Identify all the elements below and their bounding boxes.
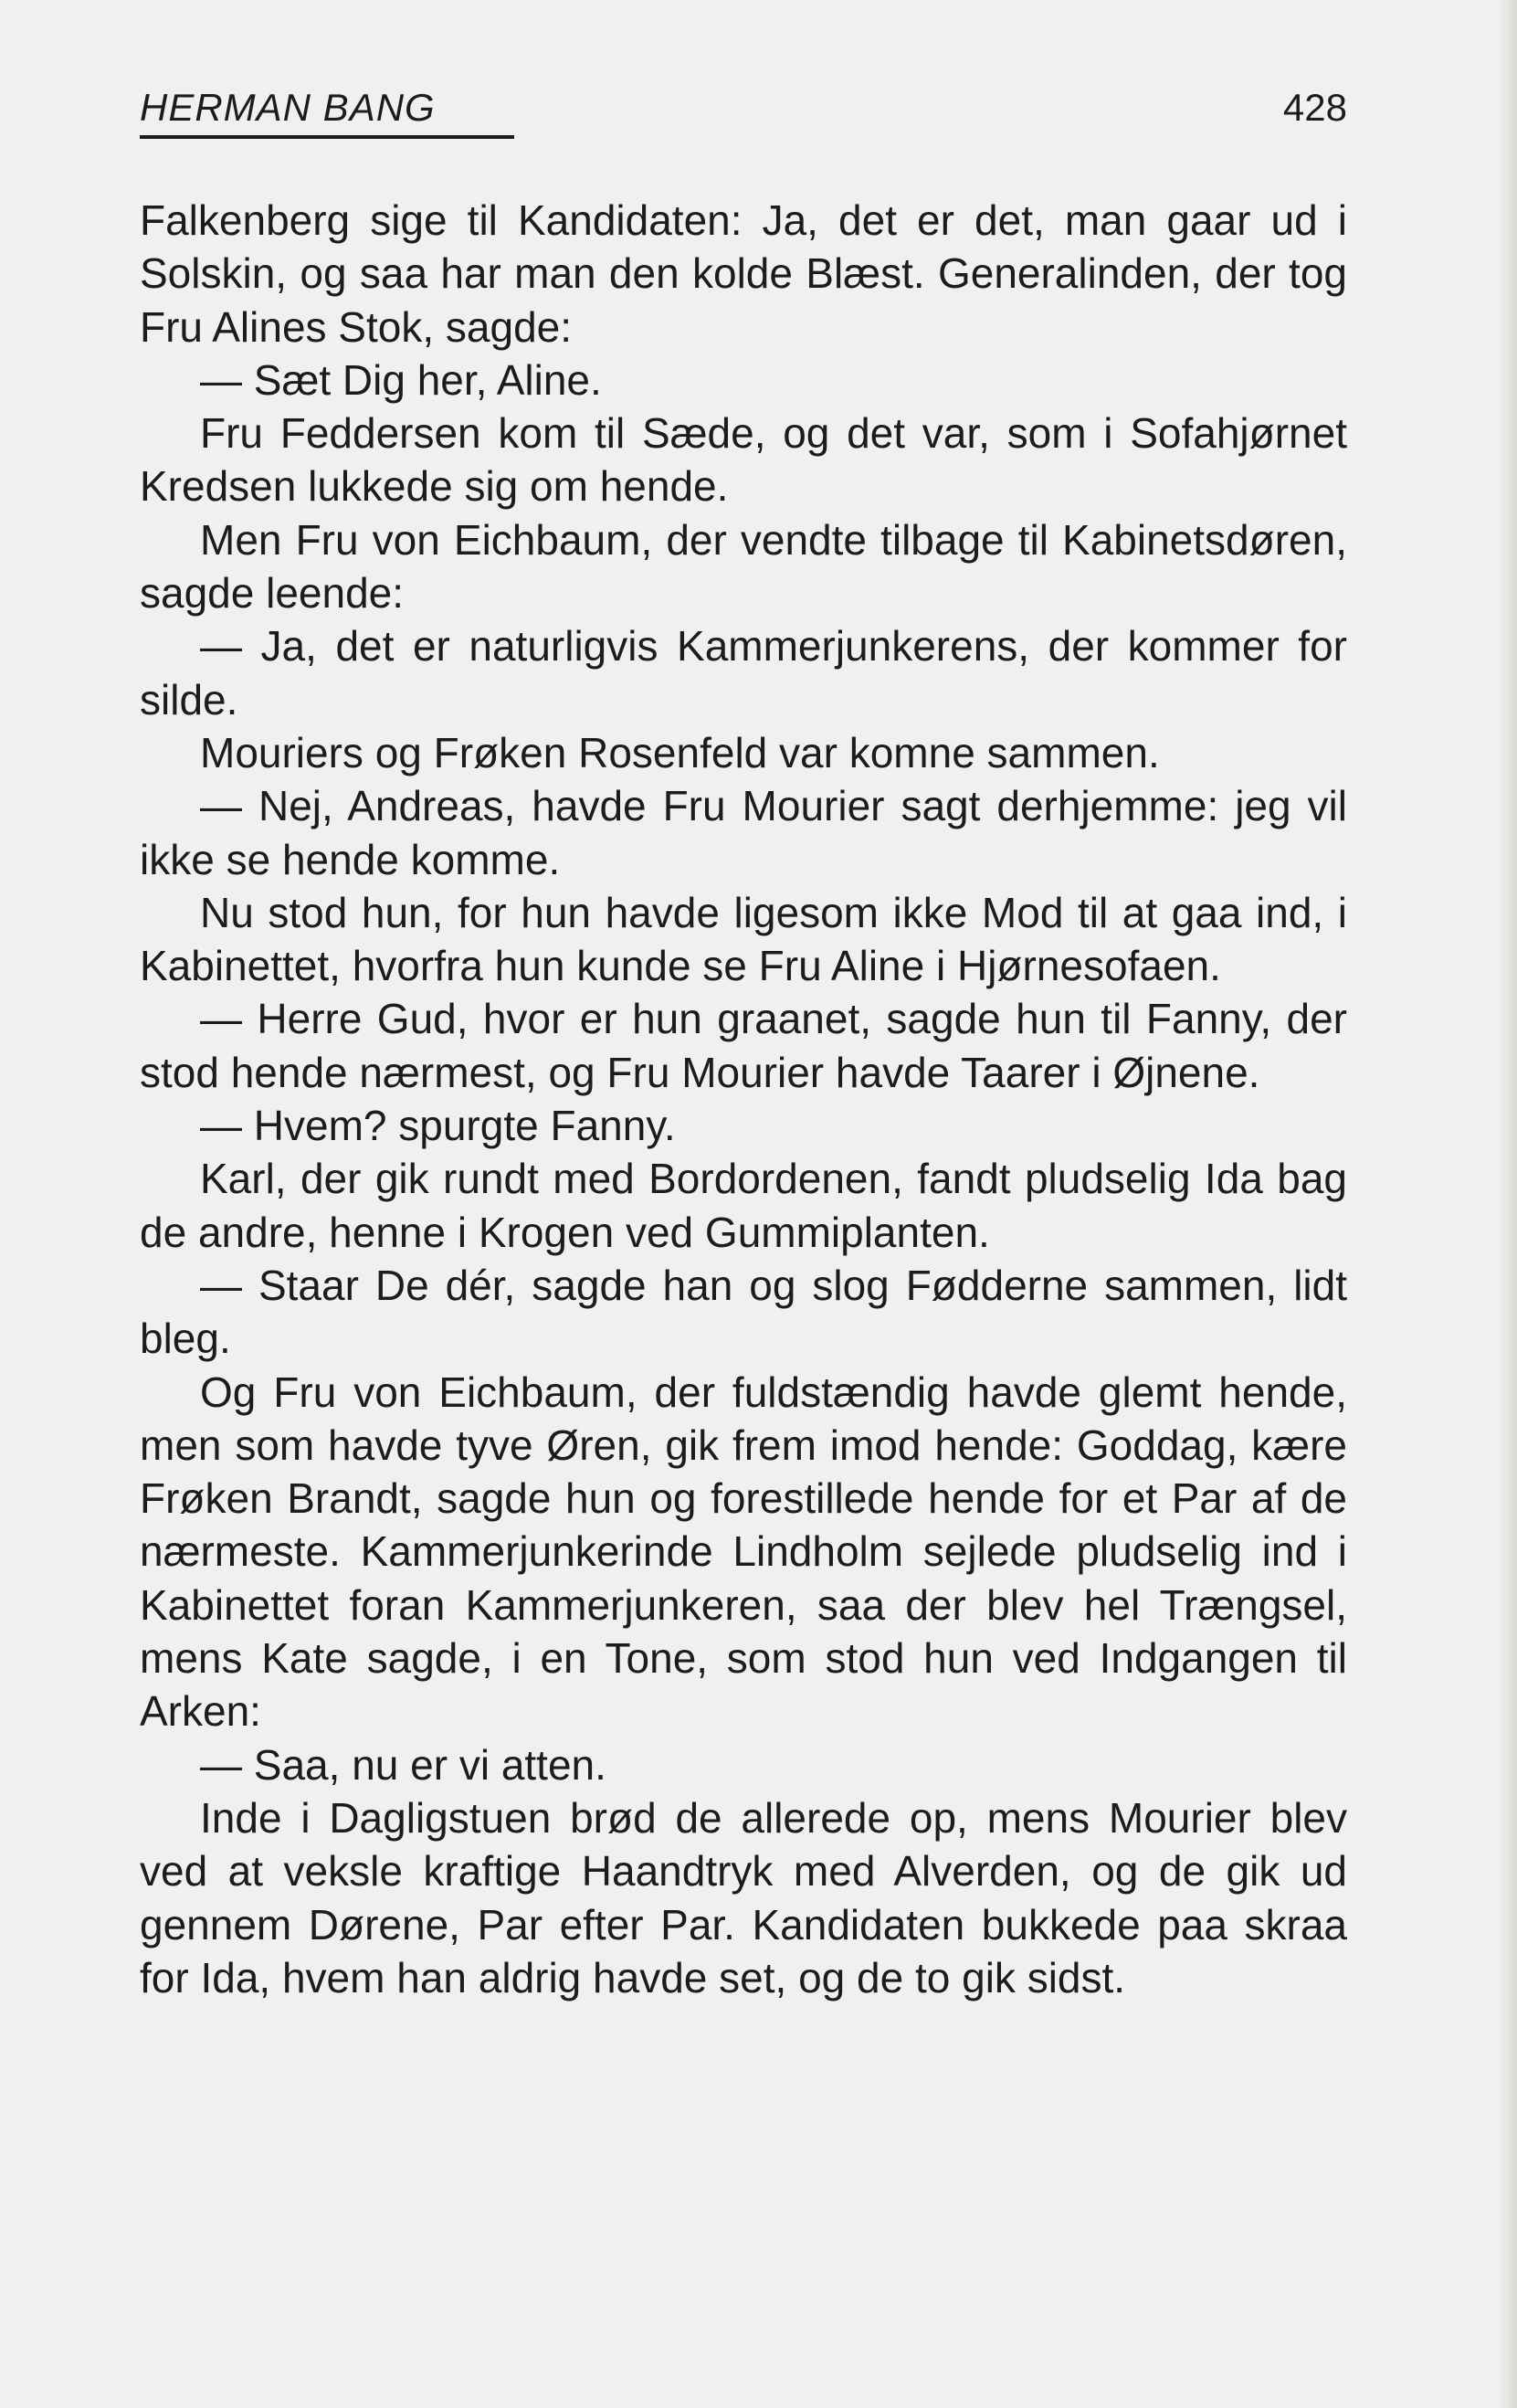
paragraph: Og Fru von Eichbaum, der fuldstændig havde glemt hende, men som havde tyve Øren, gik frem imod hende: Goddag, kære Frøken Brandt, sagde hun og forestillede hende for et Par af de nærmeste. Kammerjunkerinde Lindholm sejlede pludselig ind i Kabinettet foran Kammerjunkeren, saa der blev hel Trængsel, mens Kate sagde, i en Tone, som stod hun ved Indgangen til Arken:	[140, 1368, 1347, 1736]
paragraph: Mouriers og Frøken Rosenfeld var komne sammen.	[200, 728, 1160, 776]
page-edge-shadow	[1499, 0, 1517, 2408]
paragraph: — Saa, nu er vi atten.	[200, 1740, 606, 1789]
paragraph: Fru Feddersen kom til Sæde, og det var, som i Sofahjørnet Kredsen lukkede sig om hende.	[140, 409, 1347, 511]
running-head-author: HERMAN BANG	[140, 86, 436, 129]
page-number: 428	[1282, 86, 1347, 129]
paragraph: Falkenberg sige til Kandidaten: Ja, det er det, man gaar ud i Solskin, og saa har man den kolde Blæst. Generalinden, der tog Fru Alines Stok, sagde:	[140, 196, 1347, 351]
paragraph: — Sæt Dig her, Aline.	[200, 355, 602, 404]
paragraph: — Hvem? spurgte Fanny.	[200, 1102, 676, 1150]
running-head-underline	[140, 135, 514, 139]
paragraph: Inde i Dagligstuen brød de allerede op, mens Mourier blev ved at veksle kraftige Haandtryk med Alverden, og de gik ud gennem Dørene, Par efter Par. Kandidaten bukkede paa skraa for Ida, hvem han aldrig havde set, og de to gik sidst.	[140, 1793, 1347, 2001]
paragraph: Nu stod hun, for hun havde ligesom ikke Mod til at gaa ind, i Kabinettet, hvorfra hun kunde se Fru Aline i Hjørnesofaen.	[140, 888, 1347, 990]
paragraph: — Ja, det er naturligvis Kammerjunkerens, der kommer for silde.	[140, 622, 1347, 723]
paragraph: — Nej, Andreas, havde Fru Mourier sagt derhjemme: jeg vil ikke se hende komme.	[140, 782, 1347, 883]
body-text	[140, 194, 1347, 2004]
paragraph: — Staar De dér, sagde han og slog Fødderne sammen, lidt bleg.	[140, 1261, 1347, 1363]
paragraph: Karl, der gik rundt med Bordordenen, fandt pludselig Ida bag de andre, henne i Krogen ved Gummiplanten.	[140, 1155, 1347, 1256]
paragraph: — Herre Gud, hvor er hun graanet, sagde hun til Fanny, der stod hende nærmest, og Fru Mourier havde Taarer i Øjnene.	[140, 995, 1347, 1096]
running-head	[140, 84, 1347, 148]
paragraph: Men Fru von Eichbaum, der vendte tilbage til Kabinetsdøren, sagde leende:	[140, 515, 1347, 618]
